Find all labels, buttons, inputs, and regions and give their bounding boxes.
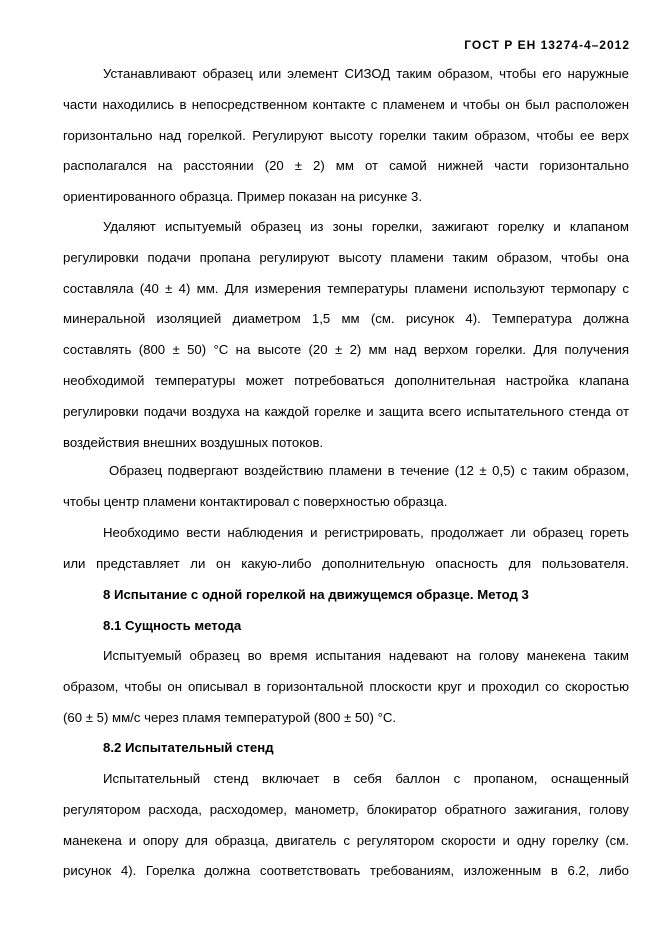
subsection-heading: 8.1 Сущность метода: [103, 618, 242, 633]
paragraph: [63, 456, 629, 518]
text-line: необходимой температуры может потребоваться дополнительная настройка клапана: [63, 372, 629, 388]
paragraph: [63, 59, 629, 213]
text-line: составлять (800 ± 50) °С на высоте (20 ± 2) мм над верхом горелки. Для получения: [63, 342, 629, 358]
text-line: (60 ± 5) мм/с через пламя температурой (800 ± 50) °С.: [63, 709, 397, 725]
section-heading: 8 Испытание с одной горелкой на движущемся образце. Метод 3: [103, 587, 529, 602]
text-line: регулировки подачи воздуха на каждой горелке и защита всего испытательного стенда от: [63, 403, 629, 419]
text-line: располагался на расстоянии (20 ± 2) мм от самой нижней части горизонтально: [63, 158, 629, 174]
text-line: Удаляют испытуемый образец из зоны горелки, зажигают горелку и клапаном: [103, 219, 629, 234]
text-line: составляла (40 ± 4) мм. Для измерения температуры пламени используют термопару с: [63, 280, 629, 296]
text-line: части находились в непосредственном контакте с пламенем и чтобы он был расположен: [63, 96, 629, 112]
text-line: манекена и опору для образца, двигатель с регулятором скорости и одну горелку (см.: [63, 832, 629, 848]
text-line: Устанавливают образец или элемент СИЗОД таким образом, чтобы его наружные: [103, 66, 629, 81]
text-line: рисунок 4). Горелка должна соответствовать требованиям, изложенным в 6.2, либо: [63, 863, 629, 879]
paragraph: [63, 212, 629, 458]
text-line: ориентированного образца. Пример показан на рисунке 3.: [63, 189, 422, 205]
text-line: чтобы центр пламени контактировал с поверхностью образца.: [63, 493, 448, 509]
text-line: Испытательный стенд включает в себя баллон с пропаном, оснащенный: [103, 771, 629, 786]
text-line: Необходимо вести наблюдения и регистрировать, продолжает ли образец гореть: [103, 525, 629, 540]
text-line: или представляет ли он какую-либо дополнительную опасность для пользователя.: [63, 555, 629, 571]
paragraph: [63, 641, 629, 733]
text-line: минеральной изоляцией диаметром 1,5 мм (см. рисунок 4). Температура должна: [63, 311, 629, 327]
text-line: воздействия внешних воздушных потоков.: [63, 434, 324, 450]
paragraph: [63, 518, 629, 580]
text-line: Испытуемый образец во время испытания надевают на голову манекена таким: [103, 648, 629, 663]
text-line: регулятором расхода, расходомер, манометр, блокиратор обратного зажигания, голову: [63, 801, 629, 817]
paragraph: [63, 764, 629, 887]
text-line: образом, чтобы он описывал в горизонтальной плоскости круг и проходил со скоростью: [63, 678, 629, 694]
text-line: Образец подвергают воздействию пламени в течение (12 ± 0,5) с таким образом,: [109, 463, 629, 478]
text-line: горизонтально над горелкой. Регулируют высоту горелки таким образом, чтобы ее верх: [63, 127, 629, 143]
document-header: ГОСТ Р ЕН 13274-4–2012: [464, 38, 630, 52]
subsection-heading: 8.2 Испытательный стенд: [103, 740, 274, 755]
text-line: регулировки подачи пропана регулируют высоту пламени таким образом, чтобы она: [63, 249, 629, 265]
